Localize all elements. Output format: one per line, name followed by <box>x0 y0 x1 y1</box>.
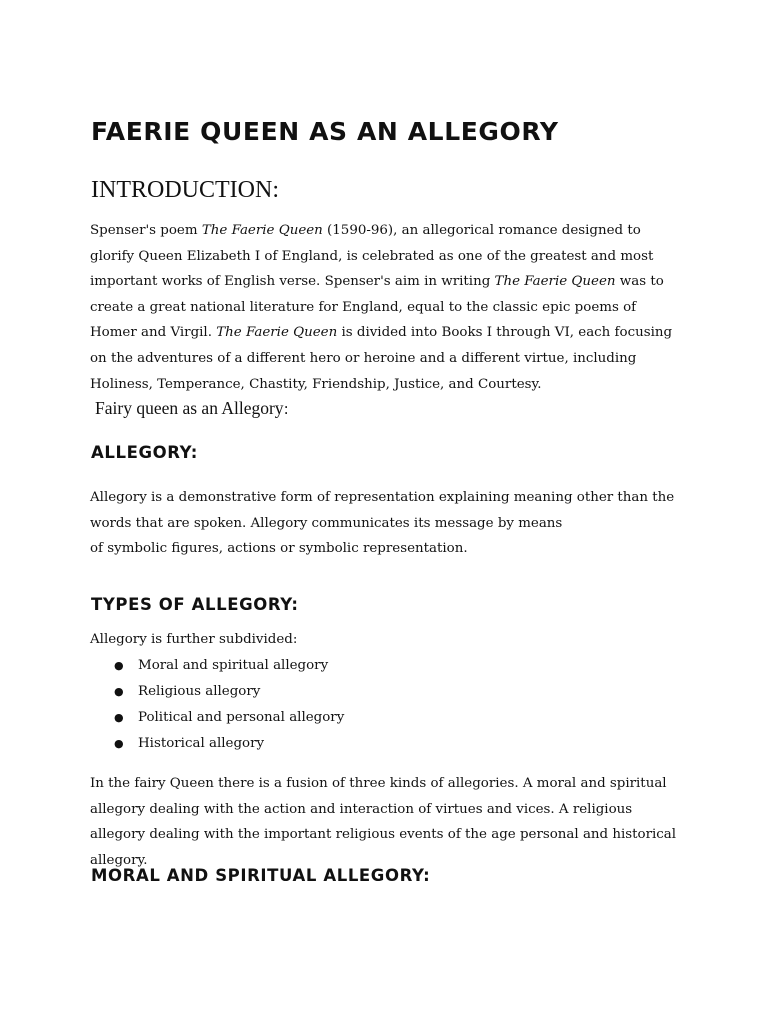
bullet-icon: ● <box>114 711 124 724</box>
intro-text-1: Spenser's poem <box>90 223 202 238</box>
list-item <box>90 653 344 679</box>
list-item-label: Historical allegory <box>138 736 265 751</box>
bullet-icon: ● <box>114 737 124 750</box>
subheading-text: Fairy queen as an Allegory <box>95 398 284 418</box>
allegory-line-2: words that are spoken. Allegory communicates its message by means <box>90 515 563 531</box>
document-title: FAERIE QUEEN AS AN ALLEGORY <box>91 117 559 146</box>
list-item <box>90 705 344 731</box>
intro-italic-title-2: The Faerie Queen <box>494 274 616 290</box>
intro-text-2: (1590-96), an allegorical romance designed to glorify Queen Elizabeth I of England, is celebrated as one of the greatest and most important works of English verse. Spenser's aim in writing <box>90 223 654 290</box>
list-item-label: Moral and spiritual allegory <box>138 658 329 673</box>
intro-text-4: is divided into Books I through VI, each focusing on the adventures of a different hero or heroine and a different virtue, including Holiness, Temperance, Chastity, Friendship, Justice, and Courtesy. <box>90 325 673 392</box>
allegory-line-3: of symbolic figures, actions or symbolic representation. <box>90 541 468 557</box>
moral-spiritual-heading: MORAL AND SPIRITUAL ALLEGORY: <box>91 866 431 885</box>
types-intro-text: Allegory is further subdivided: <box>90 632 298 647</box>
bullet-icon: ● <box>114 685 124 698</box>
intro-text-3: was to create a great national literature for England, equal to the classic epic poems of Homer and Virgil. <box>90 274 664 341</box>
list-item-label: Religious allegory <box>138 684 261 699</box>
intro-italic-title-1: The Faerie Queen <box>201 223 323 238</box>
subheading-colon: : <box>283 400 289 418</box>
introduction-paragraph <box>90 218 686 397</box>
allegory-heading: ALLEGORY: <box>91 443 198 462</box>
list-item <box>90 679 344 705</box>
intro-italic-title-3: The Faerie Queen <box>216 325 338 341</box>
fusion-paragraph: In the fairy Queen there is a fusion of three kinds of allegories. A moral and spiritual allegory dealing with the action and interaction of virtues and vices. A religious allegory dealing with the important religious events of the age personal and historical allegory. <box>90 776 677 868</box>
allegory-paragraph <box>90 485 686 562</box>
list-item-label: Political and personal allegory <box>138 710 345 725</box>
types-of-allegory-heading: TYPES OF ALLEGORY: <box>91 595 299 614</box>
fairy-queen-subheading <box>95 398 289 419</box>
introduction-heading: INTRODUCTION: <box>91 177 279 203</box>
list-item <box>90 731 344 757</box>
bullet-icon: ● <box>114 659 124 672</box>
types-list <box>90 653 344 757</box>
allegory-line-1: Allegory is a demonstrative form of representation explaining meaning other than the <box>90 490 675 505</box>
